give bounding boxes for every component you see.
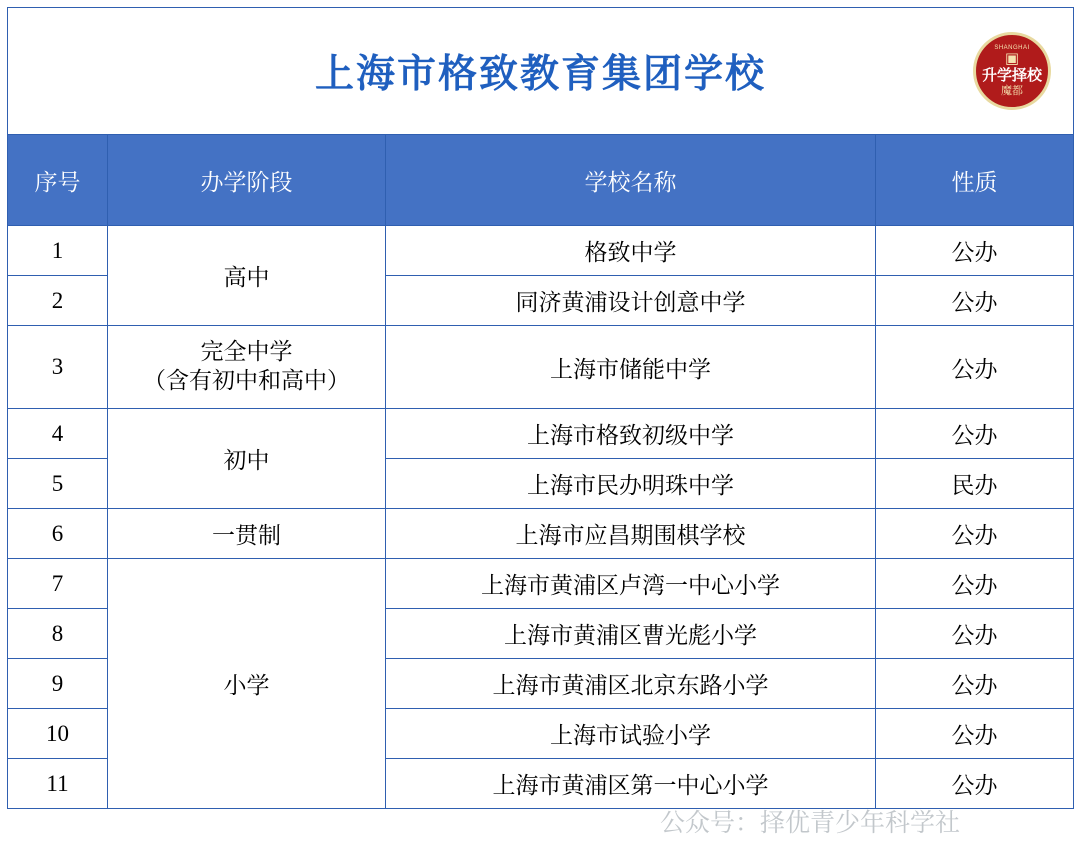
brand-logo-icon [973, 32, 1051, 110]
cell-index: 8 [8, 609, 108, 659]
cell-index: 2 [8, 276, 108, 326]
cell-index: 11 [8, 759, 108, 809]
cell-index: 3 [8, 326, 108, 409]
cell-stage: 初中 [108, 409, 386, 509]
cell-stage: 小学 [108, 559, 386, 809]
cell-school: 上海市应昌期围棋学校 [386, 509, 876, 559]
cell-school: 上海市格致初级中学 [386, 409, 876, 459]
logo-sub-text: 魔都 [1001, 85, 1024, 97]
table-row [8, 559, 1074, 609]
cell-index: 5 [8, 459, 108, 509]
cell-index: 7 [8, 559, 108, 609]
cell-nature: 公办 [876, 409, 1074, 459]
cell-index: 4 [8, 409, 108, 459]
cell-nature: 公办 [876, 709, 1074, 759]
cell-stage-line2: （含有初中和高中） [143, 368, 350, 393]
logo-main-text: 升学择校 [982, 68, 1043, 84]
cell-school: 上海市储能中学 [386, 326, 876, 409]
cell-stage [108, 326, 386, 409]
cell-nature: 民办 [876, 459, 1074, 509]
table-row [8, 226, 1074, 276]
cell-school: 上海市试验小学 [386, 709, 876, 759]
cell-index: 10 [8, 709, 108, 759]
logo-mark-icon: ▣ [1004, 51, 1020, 67]
cell-stage: 高中 [108, 226, 386, 326]
logo-top-text: SHANGHAI [994, 45, 1030, 51]
cell-index: 6 [8, 509, 108, 559]
cell-nature: 公办 [876, 559, 1074, 609]
title-cell [8, 8, 1074, 135]
table-row [8, 326, 1074, 409]
cell-nature: 公办 [876, 609, 1074, 659]
table-header-row [8, 135, 1074, 226]
cell-nature: 公办 [876, 509, 1074, 559]
page-title: 上海市格致教育集团学校 [315, 53, 767, 96]
column-header-stage: 办学阶段 [108, 135, 386, 226]
cell-school: 格致中学 [386, 226, 876, 276]
document-page [0, 7, 1080, 856]
cell-school: 上海市黄浦区卢湾一中心小学 [386, 559, 876, 609]
cell-index: 9 [8, 659, 108, 709]
cell-index: 1 [8, 226, 108, 276]
cell-school: 上海市民办明珠中学 [386, 459, 876, 509]
cell-school: 上海市黄浦区第一中心小学 [386, 759, 876, 809]
cell-school: 同济黄浦设计创意中学 [386, 276, 876, 326]
cell-school: 上海市黄浦区北京东路小学 [386, 659, 876, 709]
column-header-index: 序号 [8, 135, 108, 226]
cell-nature: 公办 [876, 226, 1074, 276]
cell-nature: 公办 [876, 759, 1074, 809]
cell-stage-line1: 完全中学 [200, 339, 293, 365]
column-header-school: 学校名称 [386, 135, 876, 226]
cell-stage: 一贯制 [108, 509, 386, 559]
title-row [8, 8, 1074, 135]
cell-nature: 公办 [876, 326, 1074, 409]
table-row [8, 409, 1074, 459]
table-row [8, 509, 1074, 559]
cell-school: 上海市黄浦区曹光彪小学 [386, 609, 876, 659]
school-list-table [7, 7, 1074, 809]
column-header-nature: 性质 [876, 135, 1074, 226]
cell-nature: 公办 [876, 659, 1074, 709]
cell-nature: 公办 [876, 276, 1074, 326]
watermark: 公众号：择优青少年科学社 [660, 809, 961, 837]
